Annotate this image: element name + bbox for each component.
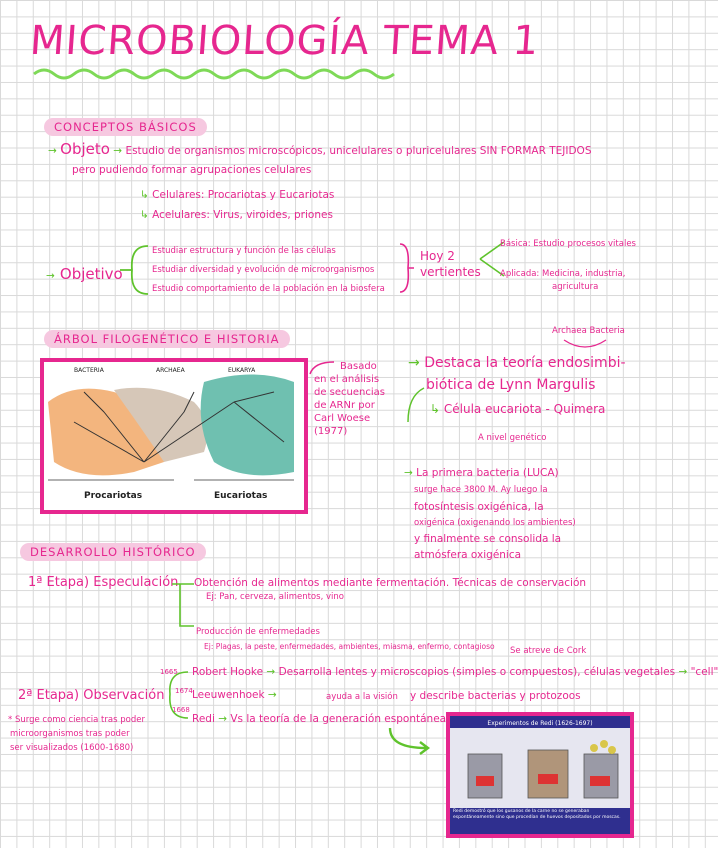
year-1674: 1674 bbox=[175, 687, 193, 695]
vertiente-aplicada-2: agricultura bbox=[552, 282, 599, 292]
basado-line-5: Carl Woese bbox=[314, 413, 371, 424]
arrow-icon: → bbox=[113, 145, 123, 157]
hooke-text: Desarrolla lentes y microscopios (simples o compuestos), células vegetales bbox=[278, 666, 676, 678]
e1-item-1: Obtención de alimentos mediante fermentación. Técnicas de conservación bbox=[194, 577, 587, 589]
arrow-icon: → bbox=[48, 145, 57, 157]
objetivo-label: Objetivo bbox=[59, 265, 123, 283]
celulares-line bbox=[140, 188, 334, 202]
year-1668: 1668 bbox=[172, 706, 190, 714]
ayuda-vision: ayuda a la visión bbox=[326, 692, 398, 702]
objetivo-line bbox=[46, 264, 123, 283]
e1-item-2: Producción de enfermedades bbox=[196, 627, 320, 637]
etapa-1-label: 1ª Etapa) Especulación bbox=[28, 575, 179, 590]
arrow-icon: → bbox=[408, 355, 420, 371]
phylogenetic-tree-image bbox=[40, 358, 308, 514]
basado-line-2: en el análisis bbox=[314, 374, 380, 385]
objetivo-item-1: Estudiar estructura y función de las células bbox=[152, 246, 336, 256]
surge-text-3: ser visualizados (1600-1680) bbox=[10, 743, 134, 753]
page-title: MICROBIOLOGÍA TEMA 1 bbox=[28, 18, 541, 64]
vertiente-basica: Básica: Estudio procesos vitales bbox=[500, 239, 636, 249]
hoy-vertientes: Hoy 2 vertientes bbox=[420, 249, 481, 279]
describe-text: y describe bacterias y protozoos bbox=[410, 690, 581, 702]
luca-text-1: La primera bacteria (LUCA) bbox=[416, 467, 559, 479]
surge-line-1 bbox=[8, 714, 145, 726]
basado-line-6: (1977) bbox=[314, 426, 348, 437]
experiment-title: Experimentos de Redi (1626-1697) bbox=[487, 720, 593, 727]
redi-line bbox=[192, 712, 446, 726]
basado-note bbox=[314, 360, 385, 438]
arrow-icon: → bbox=[678, 666, 688, 678]
destaca-line-1 bbox=[408, 355, 626, 371]
arrow-icon: ↳ bbox=[140, 189, 149, 201]
hooke-name: Robert Hooke bbox=[192, 666, 264, 678]
cell-quote: "cell" bbox=[690, 666, 718, 678]
redi-to-image-arrow bbox=[386, 726, 436, 756]
hooke-line bbox=[192, 665, 718, 679]
celula-line bbox=[430, 402, 605, 416]
star-bullet: * bbox=[8, 715, 13, 725]
objeto-text-1: Estudio de organismos microscópicos, unicelulares o pluricelulares SIN FORMAR TEJIDOS bbox=[125, 145, 592, 157]
etapa-2-label: 2ª Etapa) Observación bbox=[18, 688, 165, 703]
redi-experiment-image bbox=[446, 712, 634, 838]
domain-label-archaea: ARCHAEA bbox=[156, 367, 185, 374]
e1-item-1b: Ej: Pan, cerveza, alimentos, vino bbox=[206, 592, 344, 602]
celula-curve-arrow bbox=[404, 386, 428, 426]
basado-line-4: de ARNr por bbox=[314, 400, 375, 411]
phylogenetic-tree-figure bbox=[44, 362, 304, 510]
objeto-line-1 bbox=[48, 142, 591, 158]
basado-line-1: Basado bbox=[340, 361, 377, 372]
arrow-icon: ↳ bbox=[430, 402, 441, 416]
nivel-genetico: A nivel genético bbox=[478, 433, 547, 443]
acelulares-text: Acelulares: Virus, viroides, priones bbox=[152, 209, 333, 221]
luca-text-5: y finalmente se consolida la bbox=[414, 533, 562, 545]
luca-text-6: atmósfera oxigénica bbox=[414, 549, 522, 561]
vertiente-aplicada-1: Aplicada: Medicina, industria, bbox=[500, 269, 626, 279]
section-heading-desarrollo: DESARROLLO HISTÓRICO bbox=[20, 543, 206, 561]
archaea-brace bbox=[560, 336, 610, 356]
objetivo-item-2: Estudiar diversidad y evolución de microorganismos bbox=[152, 265, 375, 275]
domain-label-bacteria: BACTERIA bbox=[74, 367, 104, 374]
destaca-text-1: Destaca la teoría endosimbi- bbox=[424, 355, 626, 371]
arrow-icon: → bbox=[266, 666, 276, 678]
objeto-text-2: pero pudiendo formar agrupaciones celulares bbox=[72, 164, 312, 176]
luca-text-3: fotosíntesis oxigénica, la bbox=[414, 501, 544, 513]
arrow-icon: → bbox=[218, 713, 228, 725]
arrow-icon: → bbox=[267, 689, 277, 701]
archaea-bacteria-note: Archaea Bacteria bbox=[552, 326, 625, 336]
luca-line-1 bbox=[404, 466, 559, 480]
surge-text-2: microorganismos tras poder bbox=[10, 729, 130, 739]
leeuwen-line bbox=[192, 688, 277, 702]
luca-text-2: surge hace 3800 M. Ay luego la bbox=[414, 485, 548, 495]
redi-text: Vs la teoría de la generación espontánea bbox=[230, 713, 447, 725]
celula-text: Célula eucariota - Quimera bbox=[443, 402, 606, 416]
domain-label-eukarya: EUKARYA bbox=[228, 367, 256, 374]
e1-item-2b: Ej: Plagas, la peste, enfermedades, ambientes, miasma, enfermo, contagioso bbox=[204, 642, 495, 651]
arrow-icon: → bbox=[404, 467, 413, 479]
luca-text-4: oxigénica (oxigenando los ambientes) bbox=[414, 518, 576, 528]
section-heading-conceptos: CONCEPTOS BÁSICOS bbox=[44, 118, 207, 136]
arrow-icon: → bbox=[46, 270, 55, 282]
arrow-icon: ↳ bbox=[140, 209, 149, 221]
section-heading-arbol: ÁRBOL FILOGENÉTICO E HISTORIA bbox=[44, 330, 290, 348]
objetivo-bracket bbox=[118, 242, 152, 298]
cork-note: Se atreve de Cork bbox=[510, 646, 587, 656]
year-1665: 1665 bbox=[160, 668, 178, 676]
destaca-text-2: biótica de Lynn Margulis bbox=[426, 377, 596, 393]
basado-line-3: de secuencias bbox=[314, 387, 385, 398]
objetivo-item-3: Estudio comportamiento de la población en la biosfera bbox=[152, 284, 385, 294]
title-underline-wave bbox=[32, 66, 402, 82]
acelulares-line bbox=[140, 208, 333, 222]
redi-experiment-figure bbox=[450, 716, 630, 834]
celulares-text: Celulares: Procariotas y Eucariotas bbox=[152, 189, 335, 201]
procariotas-label: Procariotas bbox=[84, 491, 143, 501]
eucariotas-label: Eucariotas bbox=[214, 491, 268, 501]
surge-text-1: Surge como ciencia tras poder bbox=[14, 715, 145, 725]
redi-name: Redi bbox=[192, 713, 215, 725]
leeuwen-name: Leeuwenhoek bbox=[192, 689, 265, 701]
experiment-caption: Redi demostró que los gusanos de la carne no se generaban espontáneamente sino que procedían de huevos depositados por moscas. bbox=[453, 809, 621, 820]
objetivo-right-brace bbox=[396, 240, 416, 296]
objeto-label: Objeto bbox=[60, 140, 110, 158]
